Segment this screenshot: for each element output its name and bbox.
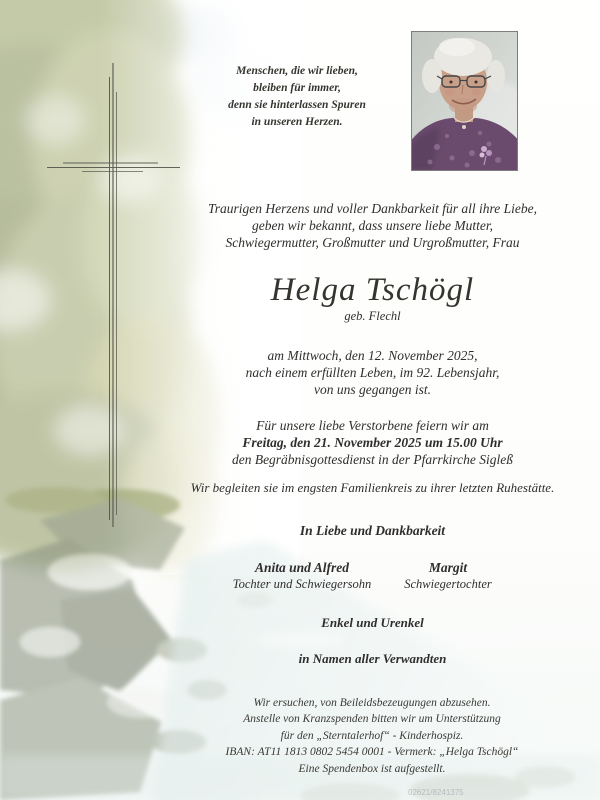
funeral-intro: Für unsere liebe Verstorbene feiern wir am bbox=[256, 418, 489, 433]
donation-line: für den „Sterntalerhof“ - Kinderhospiz. bbox=[280, 729, 464, 742]
funeral-info bbox=[150, 417, 595, 468]
donation-line: IBAN: AT11 1813 0802 5454 0001 - Vermerk: „Helga Tschögl“ bbox=[225, 746, 519, 759]
mourner-group bbox=[368, 559, 528, 593]
announcement-line: geben wir bekannt, dass unsere liebe Mutter, bbox=[252, 218, 493, 233]
passing-line: von uns gegangen ist. bbox=[314, 382, 431, 397]
portrait-photo bbox=[411, 31, 518, 171]
quote-line: denn sie hinterlassen Spuren bbox=[228, 99, 366, 111]
donation-line: Wir ersuchen, von Beileidsbezeugungen abzusehen. bbox=[253, 697, 491, 709]
donation-line: Anstelle von Kranzspenden bitten wir um Unterstützung bbox=[243, 713, 501, 726]
mourner-relation: Schwiegertochter bbox=[404, 577, 492, 591]
passing-line: am Mittwoch, den 12. November 2025, bbox=[267, 348, 478, 363]
funeral-service: den Begräbnisgottesdienst in der Pfarrkirche Sigleß bbox=[231, 452, 514, 467]
passing-line: nach einem erfüllten Leben, im 92. Lebensjahr, bbox=[245, 365, 500, 380]
memorial-quote bbox=[167, 63, 427, 131]
announcement-line: Traurigen Herzens und voller Dankbarkeit für all ihre Liebe, bbox=[207, 201, 538, 216]
donation-line: Eine Spendenbox ist aufgestellt. bbox=[298, 762, 446, 775]
mourner-relation: Tochter und Schwiegersohn bbox=[232, 577, 372, 591]
mourner-names: Anita und Alfred bbox=[254, 560, 350, 575]
donation-note bbox=[152, 695, 592, 777]
funeral-datetime: Freitag, den 21. November 2025 um 15.00 Uhr bbox=[242, 435, 503, 450]
deceased-name: Helga Tschögl bbox=[270, 272, 475, 308]
quote-line: Menschen, die wir lieben, bbox=[236, 65, 358, 77]
announcement-line: Schwiegermutter, Großmutter und Urgroßmutter, Frau bbox=[225, 235, 520, 250]
footer-imprint: 02621/8241375 bbox=[408, 788, 464, 797]
passing-info bbox=[150, 347, 595, 398]
escort-note: Wir begleiten sie im engsten Familienkreis zu ihrer letzten Ruhestätte. bbox=[190, 480, 555, 495]
grandchildren-note: Enkel und Urenkel bbox=[321, 615, 424, 630]
mourner-names: Margit bbox=[428, 560, 468, 575]
quote-line: bleiben für immer, bbox=[253, 82, 341, 94]
quote-line: in unseren Herzen. bbox=[251, 116, 343, 128]
relatives-note: in Namen aller Verwandten bbox=[298, 651, 447, 666]
announcement-text bbox=[150, 200, 595, 251]
maiden-name: geb. Flechl bbox=[344, 309, 401, 323]
farewell-heading: In Liebe und Dankbarkeit bbox=[299, 523, 446, 538]
mourners-row bbox=[0, 559, 600, 603]
